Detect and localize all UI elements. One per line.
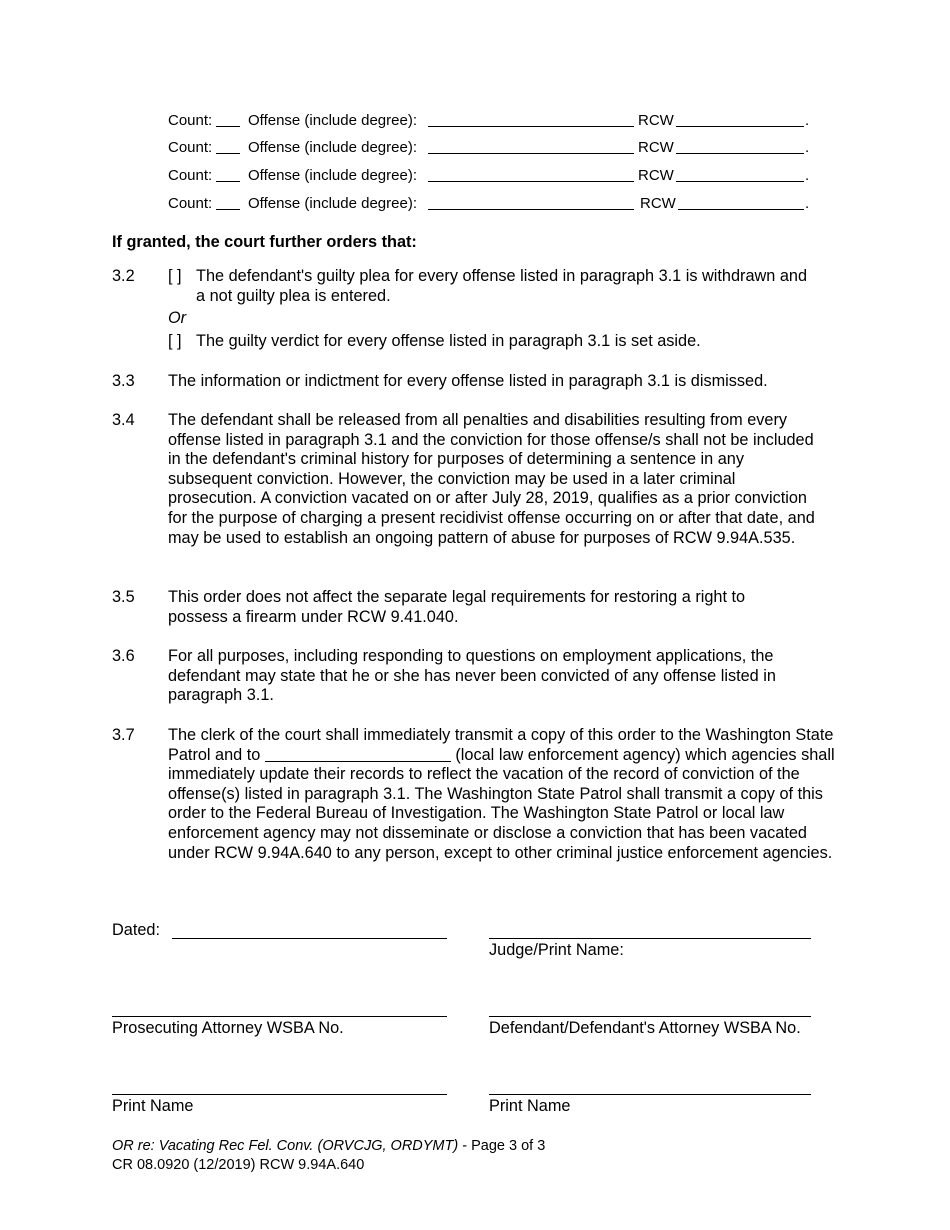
count-row (168, 139, 828, 159)
rcw-label: RCW (638, 167, 674, 184)
offense-field[interactable] (428, 112, 634, 127)
rcw-field[interactable] (676, 139, 804, 154)
checkbox-plea-withdrawn[interactable]: [ ] (168, 267, 182, 285)
count-field[interactable] (216, 112, 240, 127)
paragraph-number: 3.3 (112, 372, 135, 390)
count-label: Count: (168, 167, 213, 184)
paragraph-3-7 (168, 726, 836, 863)
count-label: Count: (168, 195, 213, 212)
period: . (805, 167, 810, 184)
paragraph-number: 3.7 (112, 726, 135, 744)
rcw-label: RCW (638, 139, 674, 156)
rcw-field[interactable] (676, 167, 804, 182)
count-field[interactable] (216, 167, 240, 182)
rcw-label: RCW (640, 195, 676, 212)
footer-form-title: OR re: Vacating Rec Fel. Conv. (ORVCJG, ORDYMT) (112, 1138, 459, 1154)
count-row (168, 195, 828, 215)
defendant-signature-line[interactable] (489, 1016, 811, 1017)
count-field[interactable] (216, 195, 240, 210)
offense-label: Offense (include degree): (248, 167, 417, 184)
verdict-set-aside-text: The guilty verdict for every offense listed in paragraph 3.1 is set aside. (196, 332, 701, 350)
paragraph-3-6: For all purposes, including responding to questions on employment applications, the defendant may state that he or she has never been convicted of any offense listed in paragraph 3.1. (168, 647, 776, 705)
paragraph-3-5: This order does not affect the separate legal requirements for restoring a right to possess a firearm under RCW 9.41.040. (168, 588, 746, 626)
offense-label: Offense (include degree): (248, 112, 417, 129)
plea-withdrawn-line2: a not guilty plea is entered. (196, 287, 391, 305)
judge-signature-line[interactable] (489, 938, 811, 939)
count-label: Count: (168, 112, 213, 129)
print-name-line-left[interactable] (112, 1094, 447, 1095)
footer-page-number: - Page 3 of 3 (458, 1138, 546, 1154)
count-row (168, 167, 828, 187)
paragraph-number: 3.6 (112, 647, 135, 665)
paragraph-3-3: The information or indictment for every offense listed in paragraph 3.1 is dismissed. (168, 372, 768, 390)
orders-heading: If granted, the court further orders that: (112, 233, 417, 251)
offense-label: Offense (include degree): (248, 195, 417, 212)
paragraph-3-7-text-a: The clerk of the court shall immediately transmit a copy of this order to the Washington State Patrol and to (168, 726, 834, 764)
prosecutor-label: Prosecuting Attorney WSBA No. (112, 1019, 344, 1037)
offense-label: Offense (include degree): (248, 139, 417, 156)
dated-label: Dated: (112, 921, 160, 939)
paragraph-number: 3.2 (112, 267, 135, 285)
paragraph-3-7-text-b: (local law enforcement agency) which agencies shall immediately update their records to reflect the vacation of the record of conviction of the offense(s) listed in paragraph 3.1. The Washington State Patrol shall transmit a copy of this order to the Federal Bureau of Investigation. The Washington State Patrol or local law enforcement agency may not disseminate or disclose a conviction that has been vacated under RCW 9.94A.640 to any person, except to other criminal justice enforcement agencies. (168, 745, 835, 862)
paragraph-number: 3.5 (112, 588, 135, 606)
offense-field[interactable] (428, 195, 634, 210)
print-name-line-right[interactable] (489, 1094, 811, 1095)
count-label: Count: (168, 139, 213, 156)
paragraph-3-4: The defendant shall be released from all penalties and disabilities resulting from every offense listed in paragraph 3.1 and the conviction for those offense/s shall not be included in the defendant's criminal history for purposes of determining a sentence in any subsequent conviction. However, the conviction may be used in a later criminal prosecution. A conviction vacated on or after July 28, 2019, qualifies as a prior conviction for the purpose of charging a present recidivist offense occurring on or after that date, and may be used to establish an ongoing pattern of abuse for purposes of RCW 9.94A.535. (168, 411, 815, 547)
defendant-label: Defendant/Defendant's Attorney WSBA No. (489, 1019, 801, 1037)
dated-line[interactable] (172, 938, 447, 939)
paragraph-number: 3.4 (112, 411, 135, 429)
period: . (805, 195, 810, 212)
count-row (168, 112, 828, 132)
checkbox-verdict-set-aside[interactable]: [ ] (168, 332, 182, 350)
rcw-field[interactable] (678, 195, 804, 210)
judge-label: Judge/Print Name: (489, 941, 624, 959)
footer-form-code: CR 08.0920 (12/2019) RCW 9.94A.640 (112, 1157, 365, 1173)
local-agency-field[interactable] (265, 747, 451, 762)
print-name-right-label: Print Name (489, 1097, 571, 1115)
prosecutor-signature-line[interactable] (112, 1016, 447, 1017)
print-name-left-label: Print Name (112, 1097, 194, 1115)
footer-line-1 (112, 1138, 545, 1154)
offense-field[interactable] (428, 167, 634, 182)
or-label: Or (168, 309, 187, 327)
period: . (805, 139, 810, 156)
rcw-label: RCW (638, 112, 674, 129)
plea-withdrawn-line1: The defendant's guilty plea for every offense listed in paragraph 3.1 is withdrawn and (196, 267, 808, 285)
count-field[interactable] (216, 139, 240, 154)
rcw-field[interactable] (676, 112, 804, 127)
offense-field[interactable] (428, 139, 634, 154)
period: . (805, 112, 810, 129)
